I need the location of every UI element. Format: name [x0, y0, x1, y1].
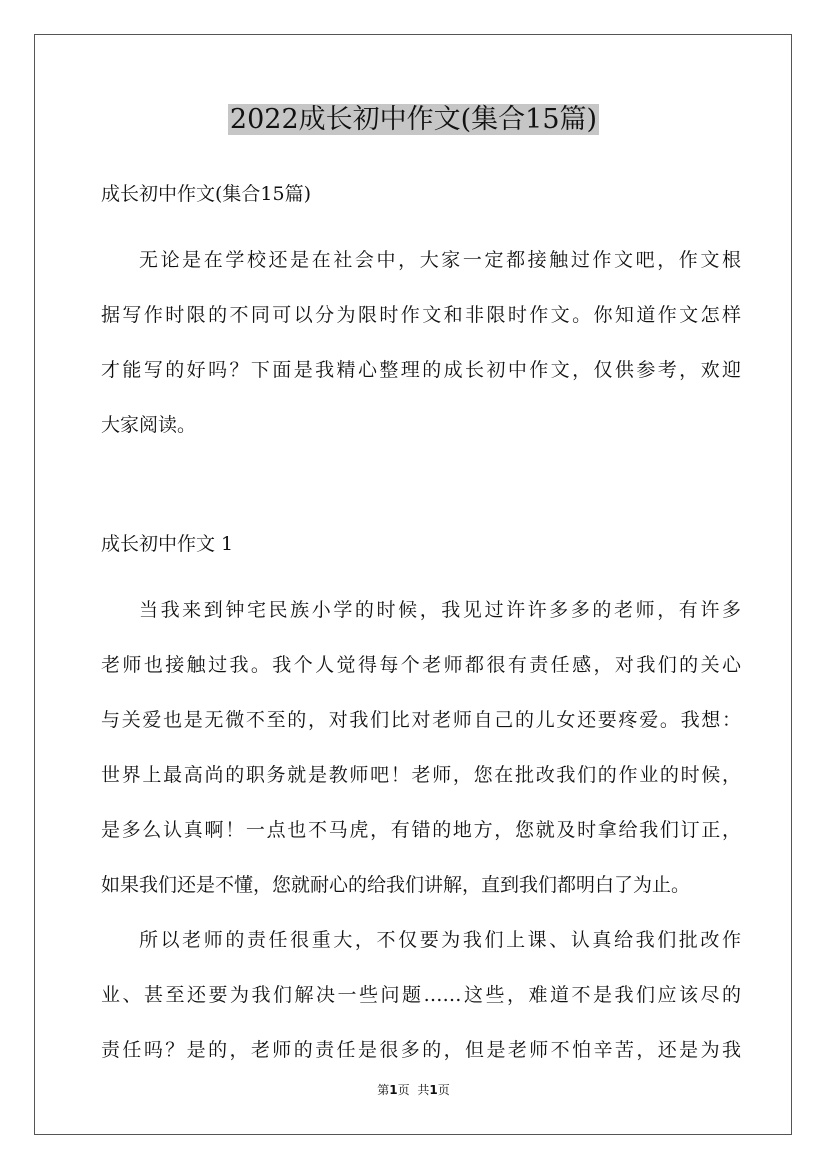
text-line: 与关爱也是无微不至的，对我们比对老师自己的儿女还要疼爱。我想： — [101, 709, 741, 731]
page-suffix: 页 — [397, 1083, 410, 1097]
page-footer — [0, 1082, 827, 1098]
paragraph-2 — [101, 913, 741, 1078]
document-subtitle: 成长初中作文(集合15篇) — [101, 183, 312, 205]
text-line: 大家阅读。 — [101, 414, 197, 436]
text-line: 是多么认真啊！一点也不马虎，有错的地方，您就及时拿给我们订正， — [101, 819, 741, 841]
page-total: 1 — [429, 1083, 438, 1097]
section-heading: 成长初中作文 1 — [101, 533, 234, 555]
text-line: 业、甚至还要为我们解决一些问题……这些，难道不是我们应该尽的 — [101, 984, 741, 1006]
paragraph-1 — [101, 583, 741, 913]
text-line: 世界上最高尚的职务就是教师吧！老师，您在批改我们的作业的时候， — [101, 764, 741, 786]
document-title-text: 2022成长初中作文(集合15篇) — [229, 104, 598, 135]
text-line: 当我来到钟宅民族小学的时候，我见过许许多多的老师，有许多 — [139, 599, 741, 621]
document-title — [0, 100, 827, 140]
total-suffix: 页 — [437, 1083, 450, 1097]
text-line: 据写作时限的不同可以分为限时作文和非限时作文。你知道作文怎样 — [101, 304, 741, 326]
intro-paragraph — [101, 233, 741, 453]
text-line: 无论是在学校还是在社会中，大家一定都接触过作文吧，作文根 — [139, 249, 741, 271]
total-prefix: 共 — [417, 1083, 430, 1097]
text-line: 如果我们还是不懂，您就耐心的给我们讲解，直到我们都明白了为止。 — [101, 874, 691, 896]
page-prefix: 第 — [377, 1083, 390, 1097]
page-current: 1 — [389, 1083, 398, 1097]
text-line: 责任吗？是的，老师的责任是很多的，但是老师不怕辛苦，还是为我 — [101, 1039, 741, 1061]
text-line: 才能写的好吗？下面是我精心整理的成长初中作文，仅供参考，欢迎 — [101, 359, 741, 381]
text-line: 老师也接触过我。我个人觉得每个老师都很有责任感，对我们的关心 — [101, 654, 741, 676]
text-line: 所以老师的责任很重大，不仅要为我们上课、认真给我们批改作 — [139, 929, 741, 951]
document-body — [101, 175, 741, 1078]
